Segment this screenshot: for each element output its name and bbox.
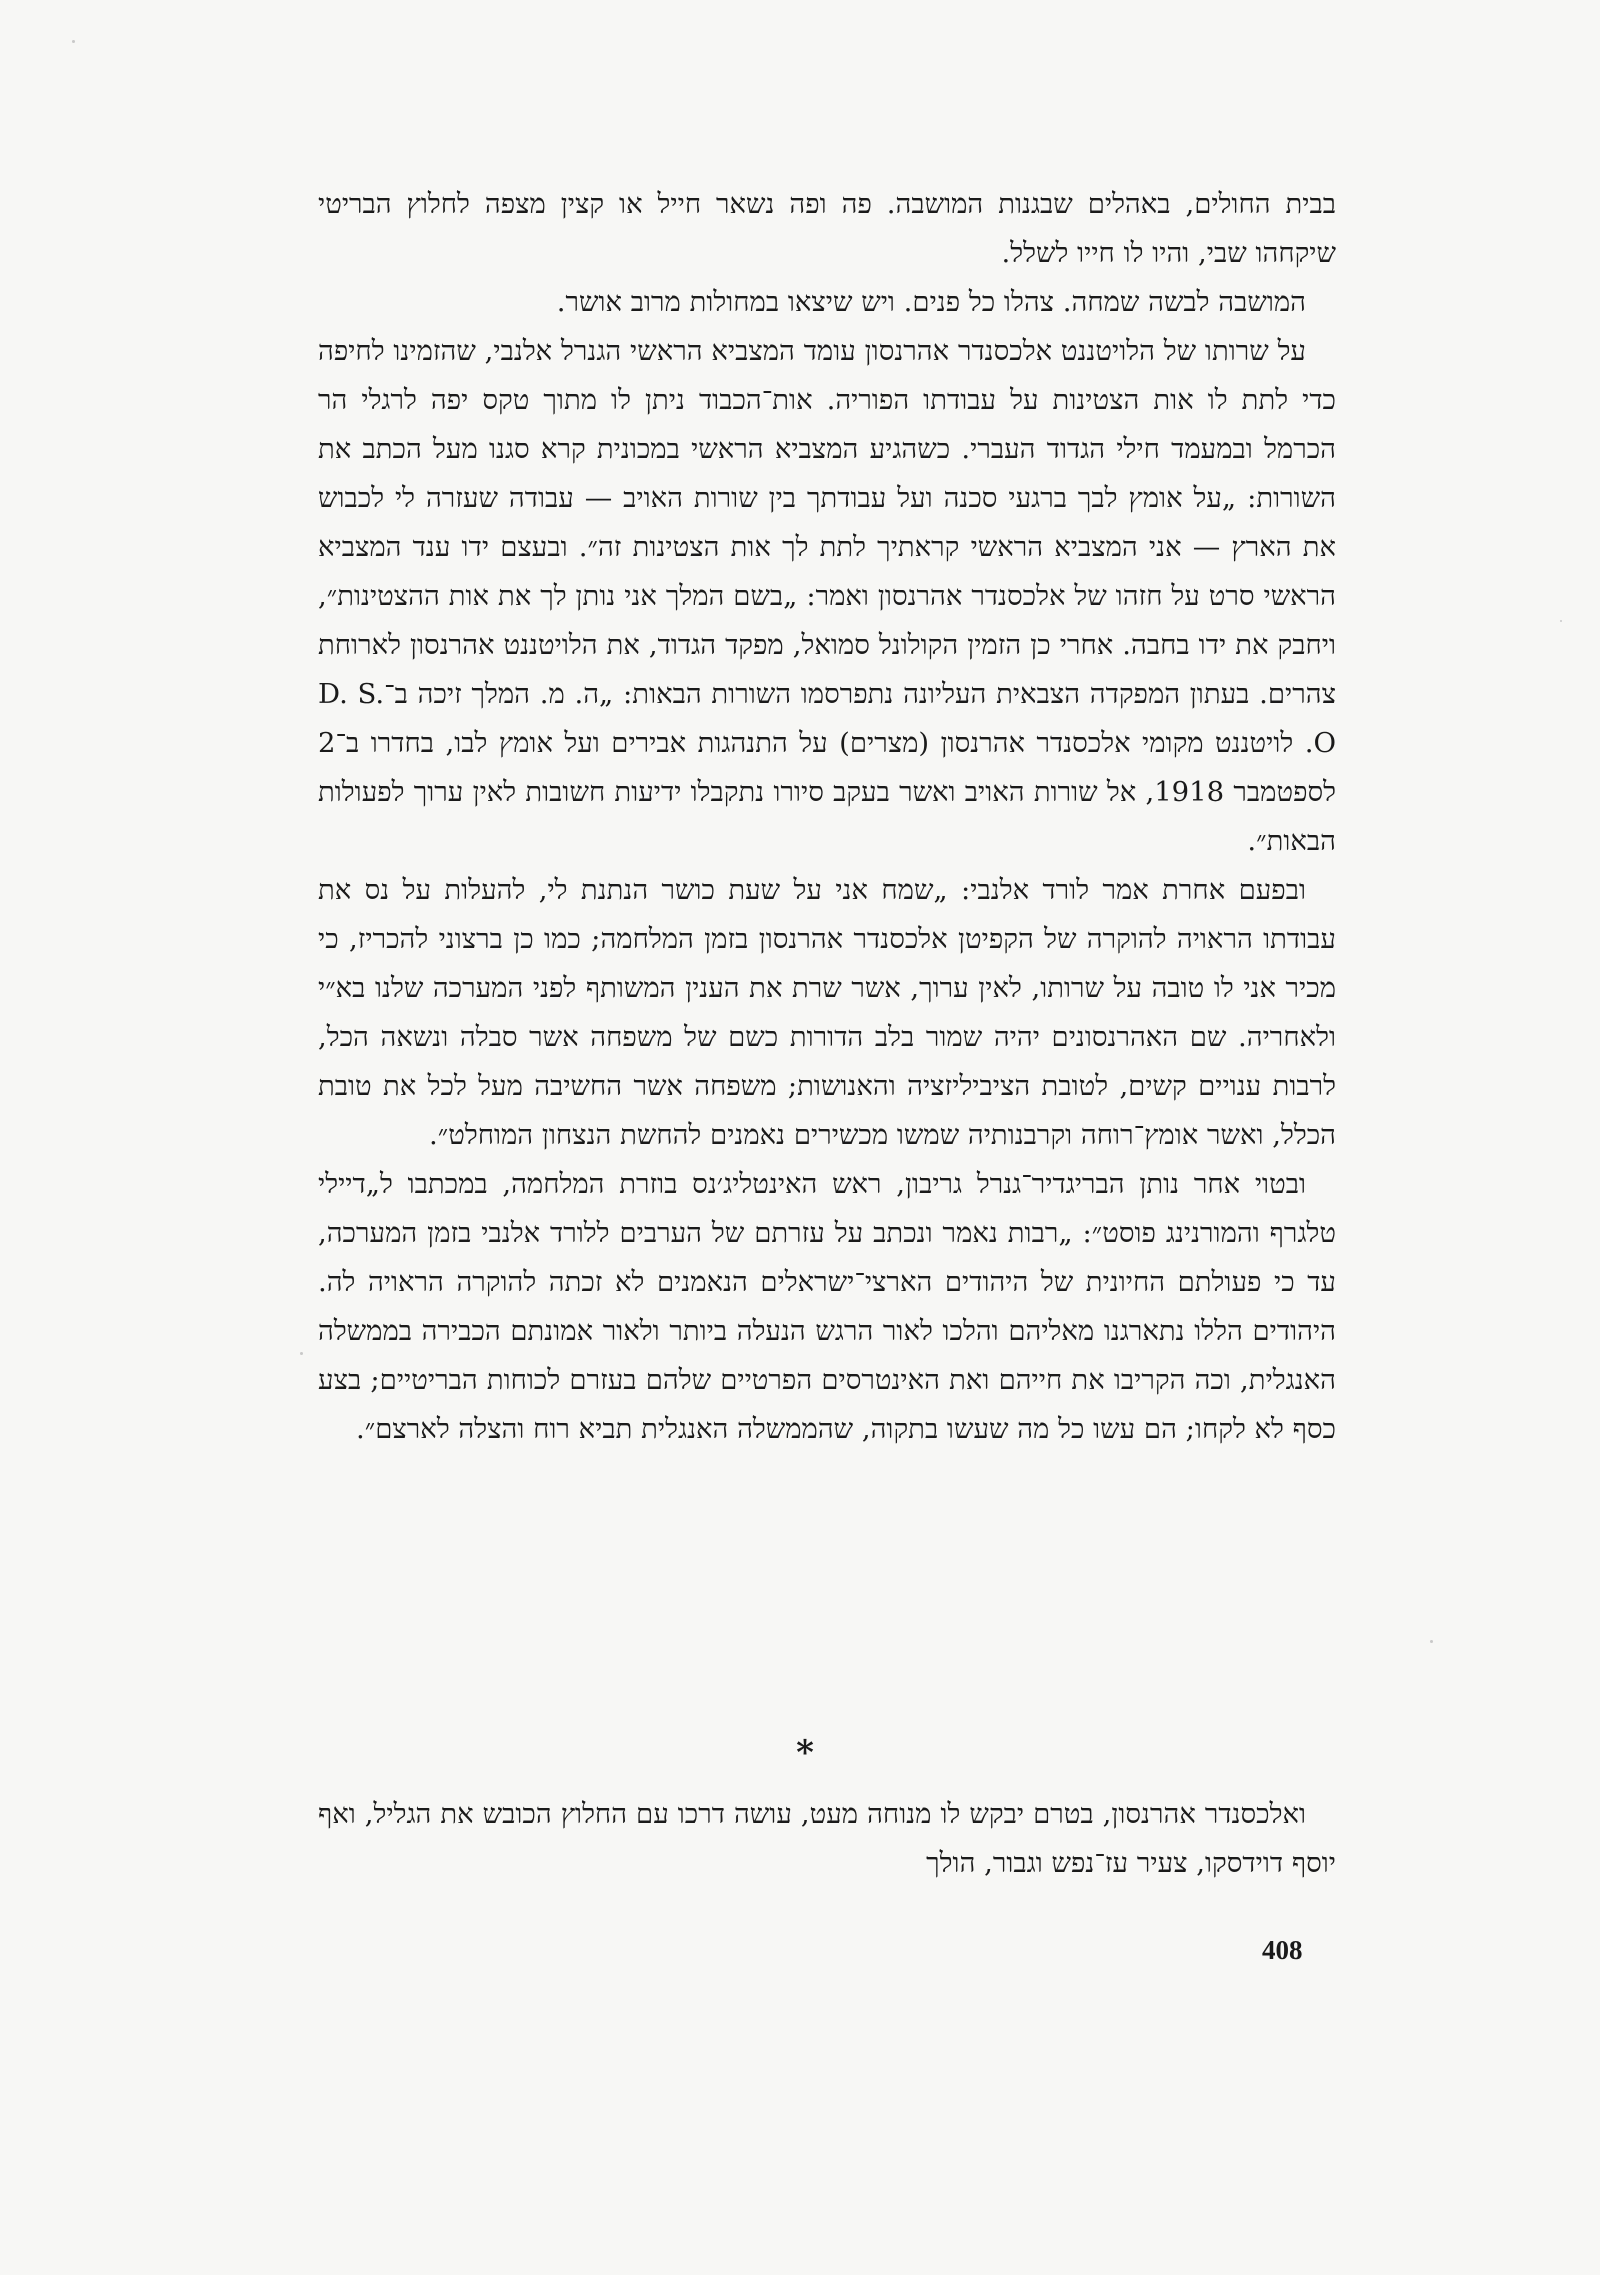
paragraph-2: המושבה לבשה שמחה. צהלו כל פנים. ויש שיצאו במחולות מרוב אושר. xyxy=(556,286,1306,318)
paragraph-continuation: ואלכסנדר אהרנסון, בטרם יבקש לו מנוחה מעט, עושה דרכו עם החלוץ הכובש את הגליל, ואף יוסף דוידסקו, צעיר עז־נפש וגבור, הולך xyxy=(318,1798,1336,1879)
scan-speck xyxy=(1430,1640,1433,1643)
paragraph-5: ובטוי אחר נותן הבריגדיר־גנרל גריבון, ראש האינטליג׳נס בוזרת המלחמה, במכתבו ל„דיילי טלגרף והמורנינג פוסט״: „רבות נאמר ונכתב על עזרתם של הערבים ללורד אלנבי בזמן המערכה, עד כי פעולתם החיונית של היהודים הארצי־ישראלים הנאמנים לא זכתה להוקרה הראויה לה. היהודים הללו נתארגנו מאליהם והלכו לאור הרגש הנעלה ביותר ולאור אמונתם הכבירה בממשלה האנגלית, וכה הקריבו את חייהם ואת האינטרסים הפרטיים שלהם בעזרם לכוחות הבריטיים; בצע כסף לא לקחו; הם עשו כל מה שעשו בתקוה, שהממשלה האנגלית תביא רוח והצלה לארצם״. xyxy=(318,1168,1336,1445)
section-separator: * xyxy=(796,1733,814,1773)
scan-speck xyxy=(1560,620,1562,622)
scan-speck xyxy=(72,40,75,43)
continuation-text xyxy=(318,1790,1336,1888)
scan-speck xyxy=(300,1352,303,1355)
paragraph-1: בבית החולים, באהלים שבגנות המושבה. פה ופה נשאר חייל או קצין מצפה לחלוץ הבריטי שיקחהו שבי, והיו לו חייו לשלל. xyxy=(318,188,1336,269)
paragraph-4: ובפעם אחרת אמר לורד אלנבי: „שמח אני על שעת כושר הנתנת לי, להעלות על נס את עבודתו הראויה להוקרה של הקפיטן אלכסנדר אהרנסון בזמן המלחמה; כמו כן ברצוני להכריז, כי מכיר אני לו טובה על שרותו, לאין ערוך, אשר שרת את הענין המשותף לפני המערכה שלנו בא״י ולאחריה. שם האהרנסונים יהיה שמור בלב הדורות כשם של משפחה אשר סבלה ונשאה הכל, לרבות ענויים קשים, לטובת הציביליזציה והאנושות; משפחה אשר החשיבה מעל לכל את טובת הכלל, ואשר אומץ־רוחה וקרבנותיה שמשו מכשירים נאמנים להחשת הנצחון המוחלט״. xyxy=(318,874,1336,1151)
page-number: 408 xyxy=(1262,1935,1303,1965)
body-text xyxy=(318,180,1336,1454)
paragraph-3: על שרותו של הלויטננט אלכסנדר אהרנסון עומד המצביא הראשי הגנרל אלנבי, שהזמינו לחיפה כדי לתת לו אות הצטינות על עבודתו הפוריה. אות־הכבוד ניתן לו מתוך טקס יפה לרגלי הר הכרמל ובמעמד חילי הגדוד העברי. כשהגיע המצביא הראשי במכונית קרא סגנו מעל הכתב את השורות: „על אומץ לבך ברגעי סכנה ועל עבודתך בין שורות האויב — עבודה שעזרה לי לכבוש את הארץ — אני המצביא הראשי קראתיך לתת לך אות הצטינות זה״. ובעצם ידו ענד המצביא הראשי סרט על חזהו של אלכסנדר אהרנסון ואמר: „בשם המלך אני נותן לך את אות ההצטינות״, ויחבק את ידו בחבה. אחרי כן הזמין הקולונל סמואל, מפקד הגדוד, את הלויטננט אהרנסון לארוחת צהרים. בעתון המפקדה הצבאית העליונה נתפרסמו השורות הבאות: „ה. מ. המלך זיכה ב־D. S. O. לויטננט מקומי אלכסנדר אהרנסון (מצרים) על התנהגות אבירים ועל אומץ לבו, בחדרו ב־2 לספטמבר 1918, אל שורות האויב ואשר בעקב סיורו נתקבלו ידיעות חשובות לאין ערוך לפעולות הבאות״. xyxy=(318,335,1336,857)
